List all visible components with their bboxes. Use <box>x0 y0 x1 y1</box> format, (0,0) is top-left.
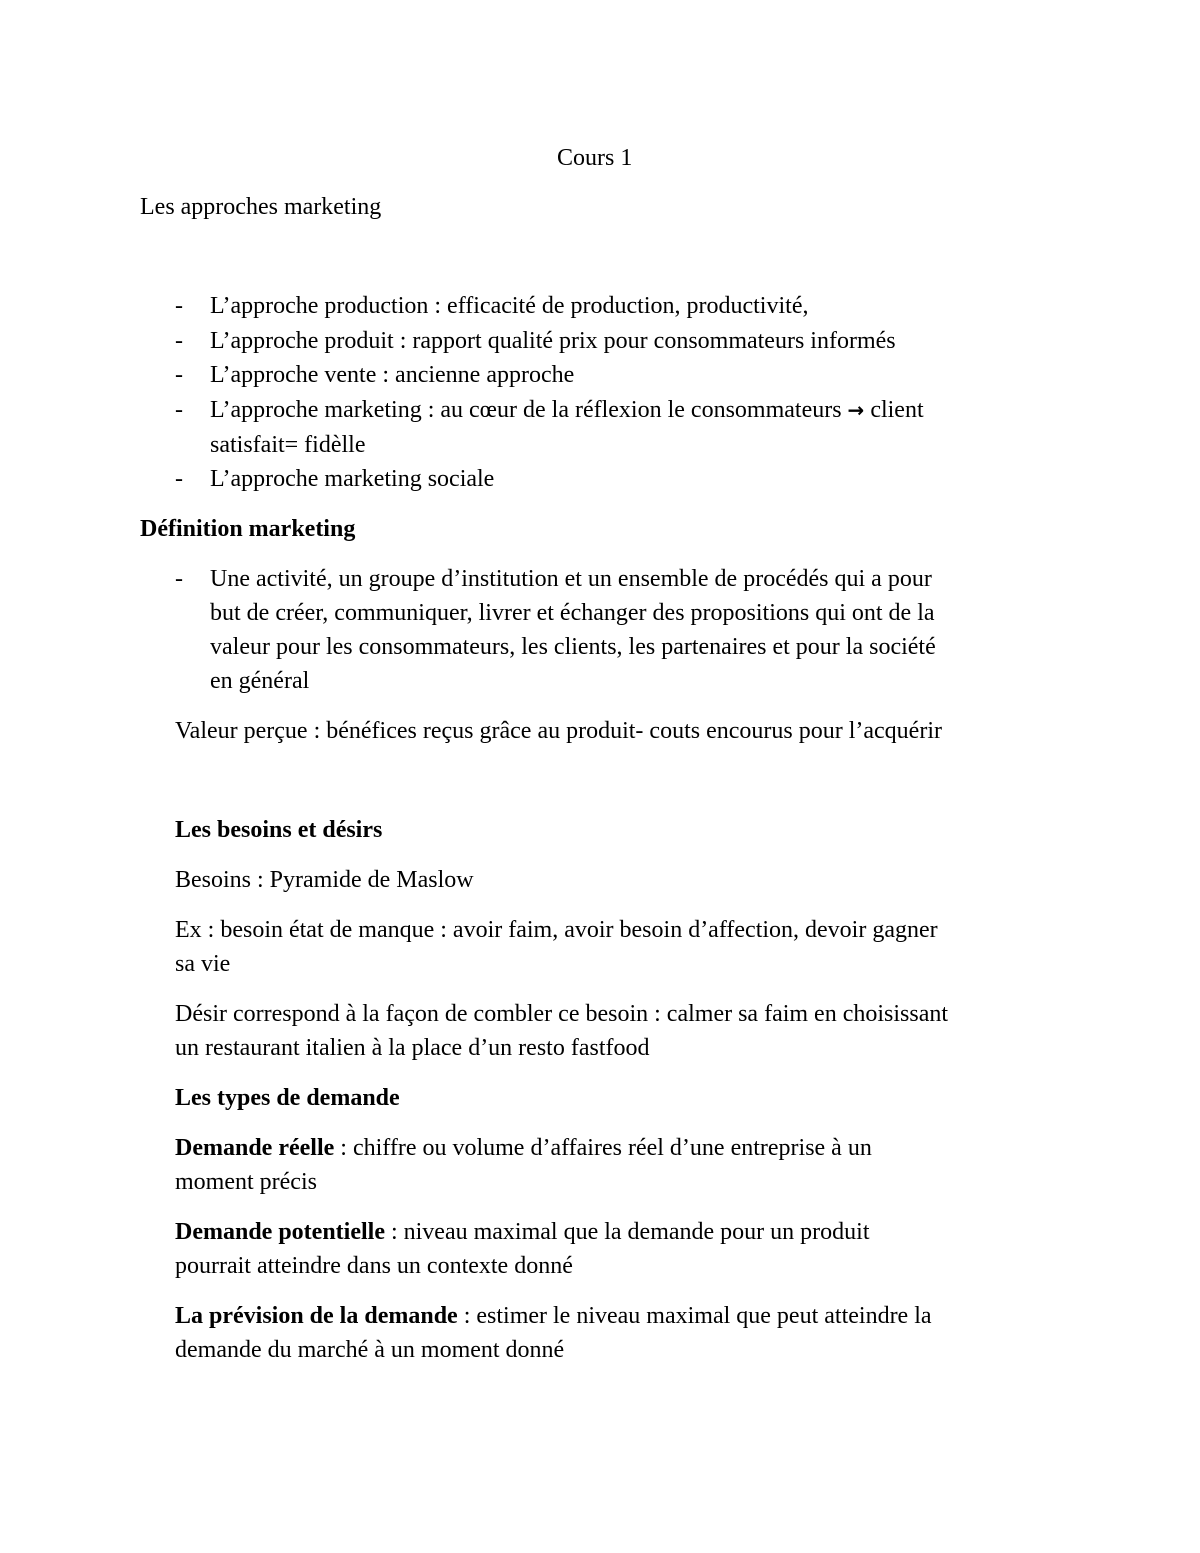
list-bullet: - <box>175 362 183 388</box>
demande-potentielle <box>175 1215 870 1249</box>
besoins-example: Ex : besoin état de manque : avoir faim, avoir besoin d’affection, devoir gagner <box>175 917 938 943</box>
list-item-continuation: satisfait= fidèlle <box>210 432 366 458</box>
list-bullet: - <box>175 566 183 592</box>
definition-line: en général <box>210 668 310 694</box>
section-heading-definition: Définition marketing <box>140 516 356 542</box>
desir-text: Désir correspond à la façon de combler ce besoin : calmer sa faim en choisissant <box>175 1001 949 1027</box>
list-item-text: L’approche marketing : au cœur de la réflexion le consommateurs <box>210 397 842 423</box>
besoins-example: sa vie <box>175 951 231 977</box>
demande-reelle <box>175 1131 872 1165</box>
besoins-maslow: Besoins : Pyramide de Maslow <box>175 867 474 893</box>
list-bullet: - <box>175 328 183 354</box>
definition-line: Une activité, un groupe d’institution et un ensemble de procédés qui a pour <box>210 566 932 592</box>
list-item: L’approche marketing sociale <box>210 466 495 492</box>
demande-reelle-continuation: moment précis <box>175 1169 317 1195</box>
definition-line: but de créer, communiquer, livrer et échanger des propositions qui ont de la <box>210 600 935 626</box>
term-description: : chiffre ou volume d’affaires réel d’une entreprise à un <box>334 1135 872 1161</box>
list-bullet: - <box>175 293 183 319</box>
definition-line: valeur pour les consommateurs, les clients, les partenaires et pour la société <box>210 634 936 660</box>
demande-potentielle-continuation: pourrait atteindre dans un contexte donné <box>175 1253 573 1279</box>
page-title: Cours 1 <box>557 145 633 171</box>
list-bullet: - <box>175 397 183 423</box>
list-item: L’approche vente : ancienne approche <box>210 362 575 388</box>
list-bullet: - <box>175 466 183 492</box>
list-item-text: client <box>870 397 924 423</box>
arrow-right-icon: → <box>847 398 865 422</box>
section-heading-besoins: Les besoins et désirs <box>175 817 383 843</box>
valeur-percue: Valeur perçue : bénéfices reçus grâce au produit- couts encourus pour l’acquérir <box>175 718 942 744</box>
term: Demande réelle <box>175 1135 335 1161</box>
section-heading-demande: Les types de demande <box>175 1085 400 1111</box>
term-description: : estimer le niveau maximal que peut atteindre la <box>457 1303 932 1329</box>
prevision-demande <box>175 1299 932 1333</box>
list-item <box>210 393 924 427</box>
section-heading-approches: Les approches marketing <box>140 194 382 220</box>
term: La prévision de la demande <box>175 1303 458 1329</box>
prevision-demande-continuation: demande du marché à un moment donné <box>175 1337 565 1363</box>
desir-text: un restaurant italien à la place d’un resto fastfood <box>175 1035 650 1061</box>
term: Demande potentielle <box>175 1219 385 1245</box>
list-item: L’approche production : efficacité de production, productivité, <box>210 293 809 319</box>
list-item: L’approche produit : rapport qualité prix pour consommateurs informés <box>210 328 896 354</box>
term-description: : niveau maximal que la demande pour un produit <box>384 1219 870 1245</box>
